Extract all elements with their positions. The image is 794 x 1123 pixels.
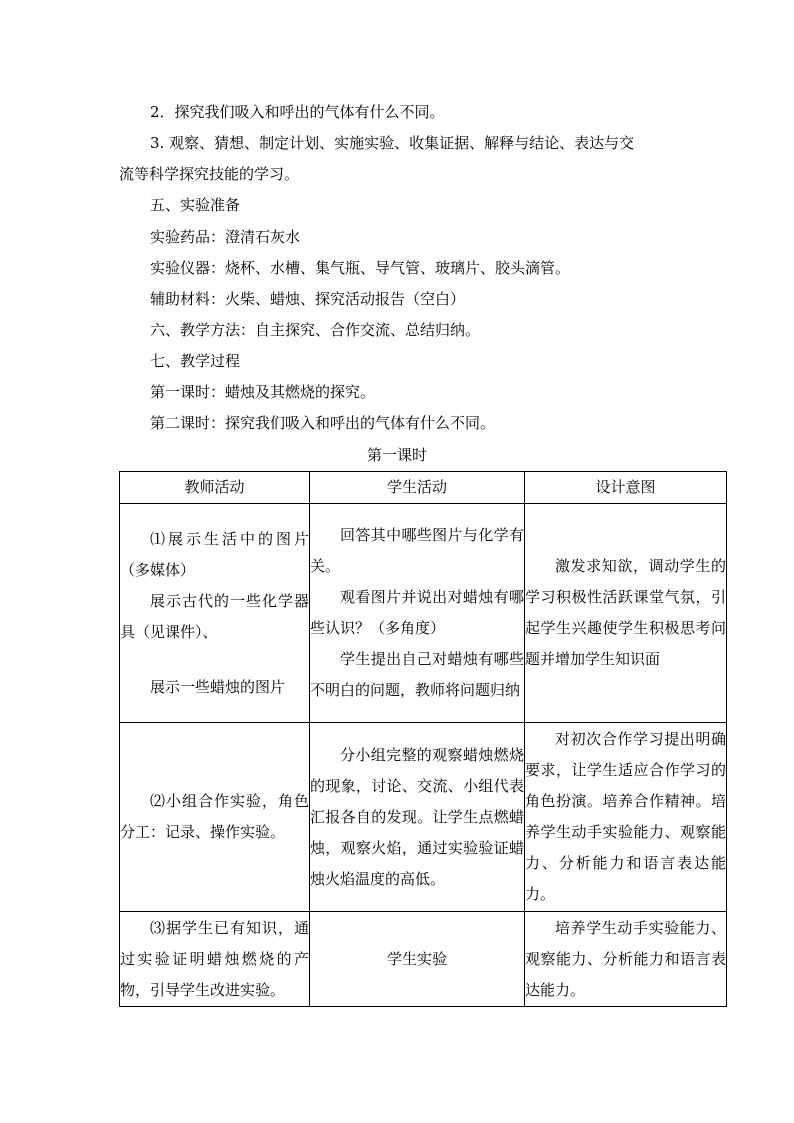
student-activity-cell bbox=[310, 912, 525, 1007]
column-header-intent: 设计意图 bbox=[525, 472, 727, 504]
cell-paragraph: ⑵小组合作实验，角色分工：记录、操作实验。 bbox=[120, 792, 309, 841]
cell-paragraph: 分小组完整的观察蜡烛燃烧的现象，讨论、交流、小组代表汇报各自的发现。让学生点燃蜡烛，观察火焰，通过实验验证蜡烛火焰温度的高低。 bbox=[310, 745, 524, 888]
text-line-goal-3: 3. 观察、猜想、制定计划、实施实验、收集证据、解释与结论、表达与交 bbox=[150, 134, 635, 152]
student-activity-cell bbox=[310, 723, 525, 912]
table-row bbox=[120, 723, 727, 912]
text-line-instruments: 实验仪器：烧杯、水槽、集气瓶、导气管、玻璃片、胶头滴管。 bbox=[150, 259, 571, 277]
teacher-activity-cell bbox=[120, 912, 310, 1007]
design-intent-cell bbox=[525, 504, 727, 723]
cell-paragraph: 回答其中哪些图片与化学有关。 bbox=[310, 526, 524, 575]
table-row bbox=[120, 504, 727, 723]
teacher-activity-cell bbox=[120, 723, 310, 912]
text-line-goal-3-cont: 流等科学探究技能的学习。 bbox=[119, 165, 300, 183]
column-header-teacher: 教师活动 bbox=[120, 472, 310, 504]
text-line-lesson-1: 第一课时：蜡烛及其燃烧的探究。 bbox=[150, 383, 376, 401]
cell-paragraph: 对初次合作学习提出明确要求，让学生适应合作学习的角色扮演。培养合作精神。培养学生动手实验能力、观察能力、分析能力和语言表达能力。 bbox=[525, 730, 726, 903]
cell-paragraph: 展示古代的一些化学器具（见课件）、 bbox=[120, 591, 309, 641]
design-intent-cell bbox=[525, 912, 727, 1007]
cell-paragraph: 展示一些蜡烛的图片 bbox=[150, 677, 286, 696]
cell-text: 学生实验 bbox=[386, 949, 447, 968]
teacher-activity-cell bbox=[120, 504, 310, 723]
text-line-reagents: 实验药品：澄清石灰水 bbox=[150, 228, 301, 246]
lesson-plan-table bbox=[119, 471, 727, 1007]
cell-paragraph: 学生提出自己对蜡烛有哪些不明白的问题，教师将问题归纳 bbox=[310, 650, 524, 699]
design-intent-cell bbox=[525, 723, 727, 912]
cell-paragraph: ⑶据学生已有知识，通过实验证明蜡烛燃烧的产物，引导学生改进实验。 bbox=[120, 918, 309, 999]
table-row bbox=[120, 912, 727, 1007]
text-line-materials: 辅助材料：火柴、蜡烛、探究活动报告（空白） bbox=[150, 290, 466, 308]
cell-paragraph: 激发求知欲，调动学生的学习积极性活跃课堂气氛，引起学生兴趣使学生积极思考问题并增加学生知识面 bbox=[525, 557, 726, 668]
section-heading-preparation: 五、实验准备 bbox=[150, 196, 241, 214]
text-line-lesson-2: 第二课时：探究我们吸入和呼出的气体有什么不同。 bbox=[150, 414, 496, 432]
section-heading-process: 七、教学过程 bbox=[150, 352, 241, 370]
cell-paragraph: ⑴展示生活中的图片（多媒体） bbox=[120, 529, 309, 579]
text-line-goal-2: 2．探究我们吸入和呼出的气体有什么不同。 bbox=[150, 103, 445, 121]
cell-paragraph: 观看图片并说出对蜡烛有哪些认识？（多角度） bbox=[310, 588, 524, 637]
student-activity-cell bbox=[310, 504, 525, 723]
column-header-student: 学生活动 bbox=[310, 472, 525, 504]
section-heading-methods: 六、教学方法：自主探究、合作交流、总结归纳。 bbox=[150, 321, 481, 339]
table-title: 第一课时 bbox=[366, 446, 427, 464]
cell-paragraph: 培养学生动手实验能力、观察能力、分析能力和语言表达能力。 bbox=[525, 918, 726, 999]
table-header-row bbox=[120, 472, 727, 504]
